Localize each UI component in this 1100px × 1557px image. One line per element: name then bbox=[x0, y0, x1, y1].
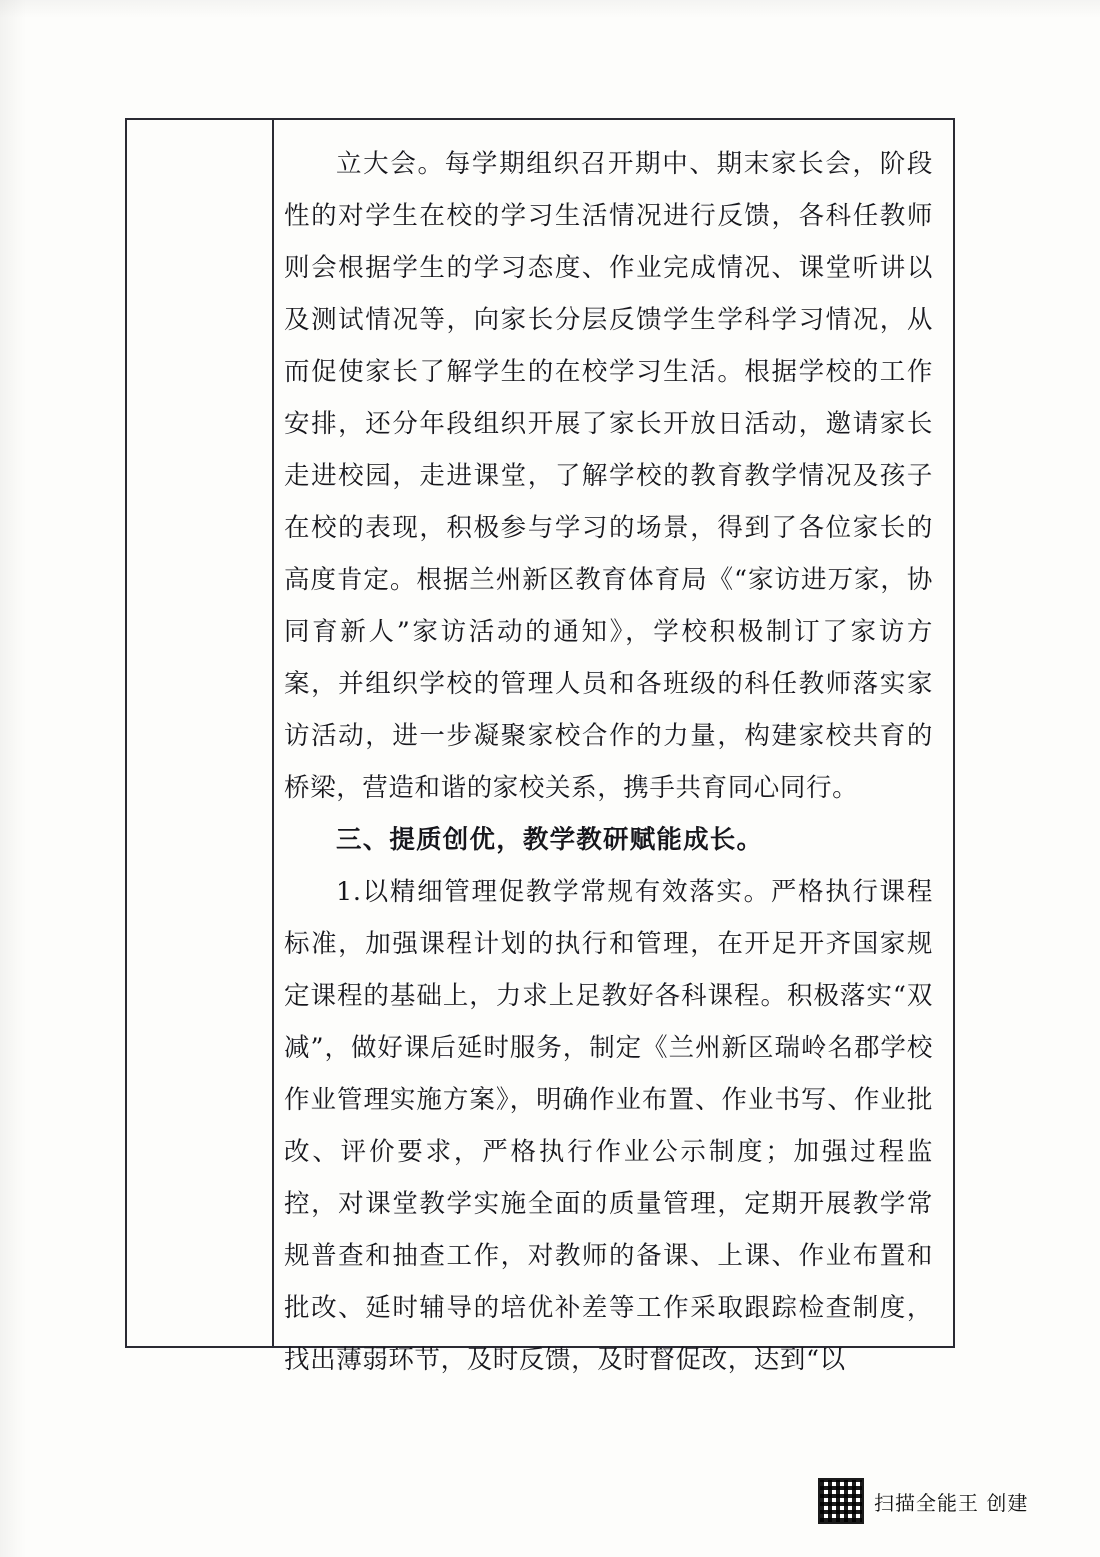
paragraph-item-1: 1.以精细管理促教学常规有效落实。严格执行课程标准，加强课程计划的执行和管理，在开足开齐国家规定课程的基础上，力求上足教好各科课程。积极落实“双减”，做好课后延时服务，制定《兰州新区瑞岭名郡学校作业管理实施方案》，明确作业布置、作业书写、作业批改、评价要求，严格执行作业公示制度；加强过程监控，对课堂教学实施全面的质量管理，定期开展教学常规普查和抽查工作，对教师的备课、上课、作业布置和批改、延时辅导的培优补差等工作采取跟踪检查制度，找出薄弱环节，及时反馈，及时督促改，达到“以 bbox=[284, 877, 933, 1375]
camscanner-watermark bbox=[818, 1478, 1028, 1524]
scan-shadow-left bbox=[0, 0, 26, 1557]
scan-shadow-top bbox=[0, 0, 1100, 18]
watermark-label: 扫描全能王 创建 bbox=[874, 1490, 1029, 1515]
paragraph-continued: 立大会。每学期组织召开期中、期末家长会，阶段性的对学生在校的学习生活情况进行反馈，各科任教师则会根据学生的学习态度、作业完成情况、课堂听讲以及测试情况等，向家长分层反馈学生学科学习情况，从而促使家长了解学生的在校学习生活。根据学校的工作安排，还分年段组织开展了家长开放日活动，邀请家长走进校园，走进课堂，了解学校的教育教学情况及孩子在校的表现，积极参与学习的场景，得到了各位家长的高度肯定。根据兰州新区教育体育局《“家访进万家，协同育新人”家访活动的通知》，学校积极制订了家访方案，并组织学校的管理人员和各班级的科任教师落实家访活动，进一步凝聚家校合作的力量，构建家校共育的桥梁，营造和谐的家校关系，携手共育同心同行。 bbox=[284, 149, 933, 803]
section-heading-three: 三、提质创优，教学教研赋能成长。 bbox=[336, 825, 764, 855]
document-body bbox=[274, 120, 953, 1375]
qr-code-icon bbox=[818, 1478, 864, 1524]
table-left-column bbox=[127, 120, 272, 1346]
